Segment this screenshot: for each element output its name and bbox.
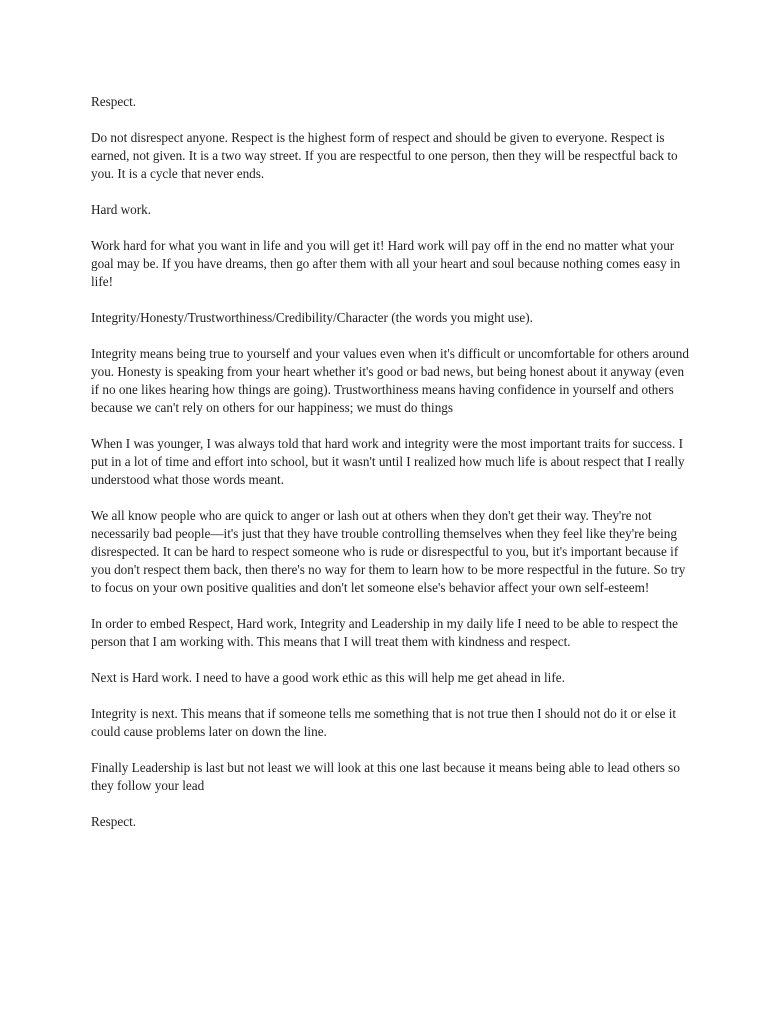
paragraph-in-order-to-embed: In order to embed Respect, Hard work, Integrity and Leadership in my daily life I need to be able to respect the person that I am working with. This means that I will treat them with kindness and respect. — [91, 616, 679, 649]
paragraph-when-younger: When I was younger, I was always told that hard work and integrity were the most important traits for success. I put in a lot of time and effort into school, but it wasn't until I realized how much life is about respect that I really understood what those words meant. — [91, 436, 685, 487]
heading-integrity: Integrity/Honesty/Trustworthiness/Credibility/Character (the words you might use). — [91, 310, 533, 325]
paragraph-hard-work-body: Work hard for what you want in life and you will get it! Hard work will pay off in the end no matter what your goal may be. If you have dreams, then go after them with all your heart and soul because nothing comes easy in life! — [91, 238, 681, 289]
paragraph-next-hard-work: Next is Hard work. I need to have a good work ethic as this will help me get ahead in life. — [91, 670, 565, 685]
document-page — [91, 93, 691, 849]
heading-respect-closing: Respect. — [91, 814, 137, 829]
heading-hard-work: Hard work. — [91, 202, 152, 217]
paragraph-integrity-body: Integrity means being true to yourself and your values even when it's difficult or uncomfortable for others around you. Honesty is speaking from your heart whether it's good or bad news, but being honest about it anyway (even if no one likes hearing how things are going). Trustworthiness means having confidence in yourself and others because we can't rely on others for our happiness; we must do things — [91, 346, 689, 415]
paragraph-respect-body: Do not disrespect anyone. Respect is the highest form of respect and should be given to everyone. Respect is earned, not given. It is a two way street. If you are respectful to one person, then they will be respectful back to you. It is a cycle that never ends. — [91, 130, 678, 181]
paragraph-quick-to-anger: We all know people who are quick to anger or lash out at others when they don't get their way. They're not necessarily bad people—it's just that they have trouble controlling themselves when they feel like they're being disrespected. It can be hard to respect someone who is rude or disrespectful to you, but it's important because if you don't respect them back, then there's no way for them to learn how to be more respectful in the future. So try to focus on your own positive qualities and don't let someone else's behavior affect your own self-esteem! — [91, 508, 686, 595]
heading-respect: Respect. — [91, 94, 137, 109]
paragraph-integrity-next: Integrity is next. This means that if someone tells me something that is not true then I should not do it or else it could cause problems later on down the line. — [91, 706, 677, 739]
paragraph-finally-leadership: Finally Leadership is last but not least we will look at this one last because it means being able to lead others so they follow your lead — [91, 760, 680, 793]
